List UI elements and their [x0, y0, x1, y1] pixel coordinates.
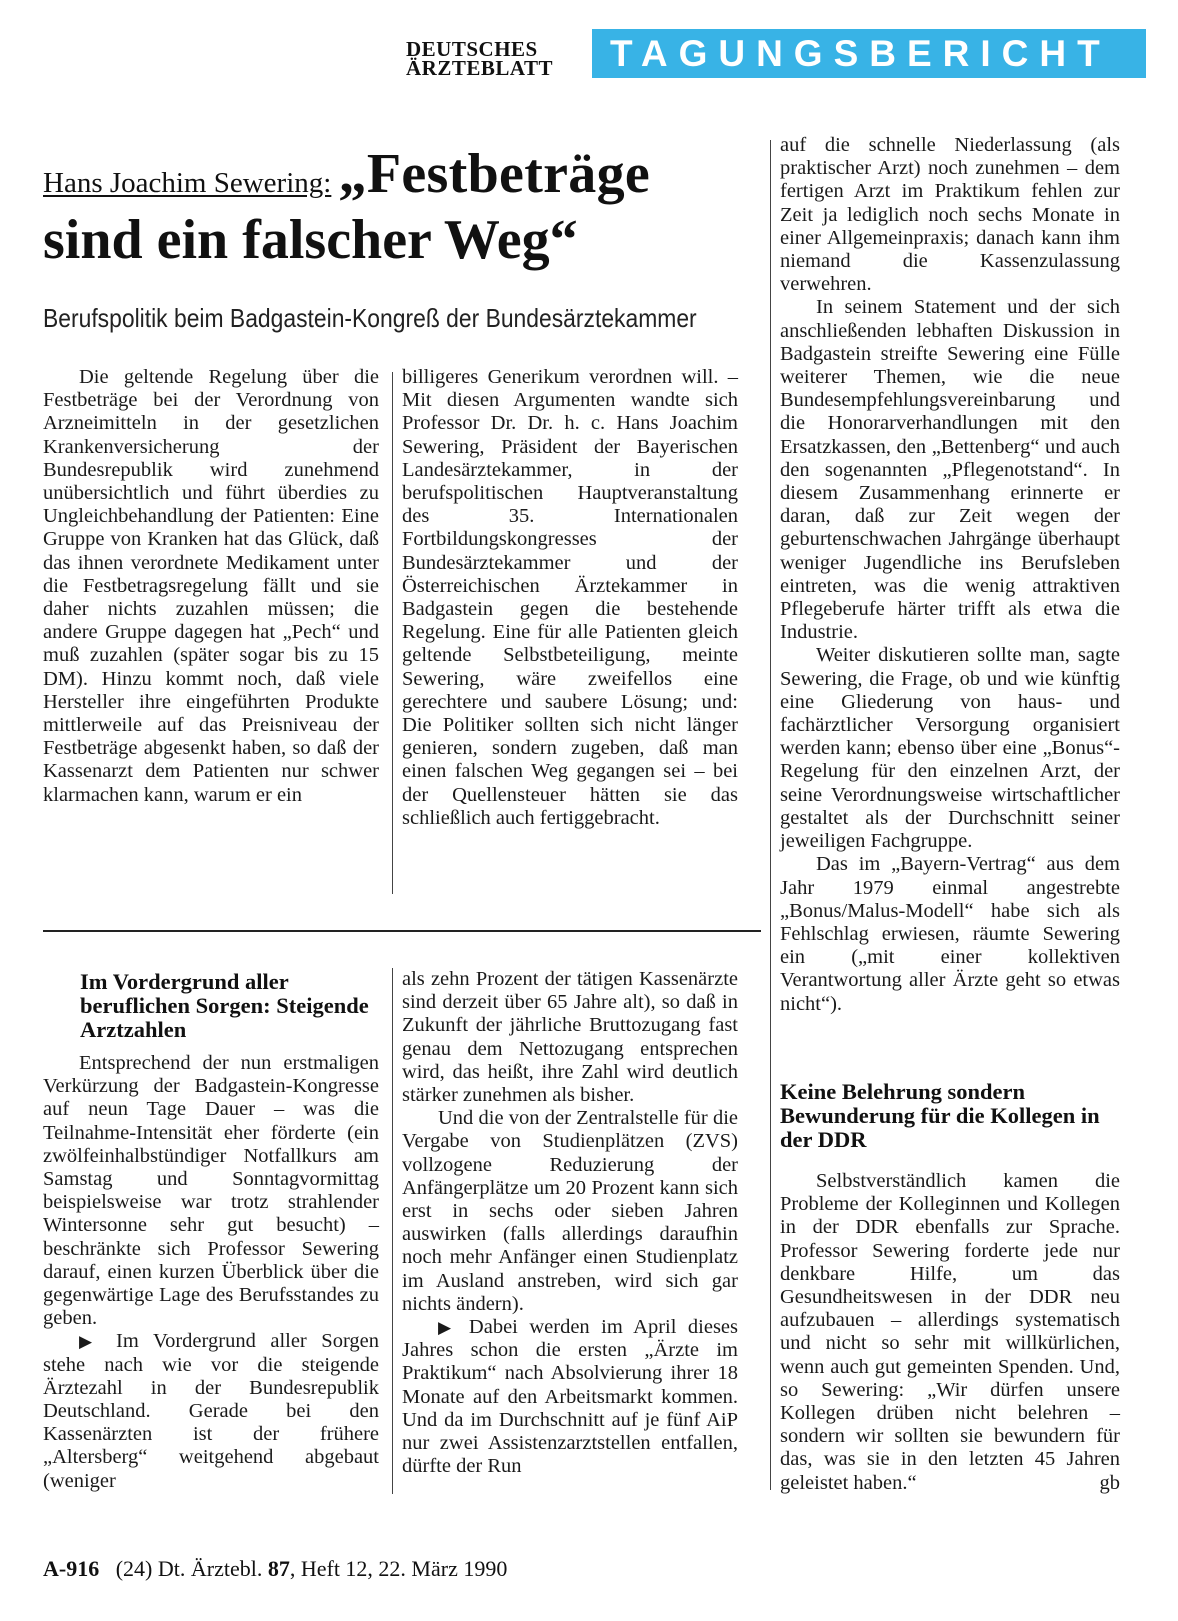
section-divider: [43, 930, 761, 932]
section-heading: Im Vordergrund aller beruflichen Sorgen: Steigende Arztzahlen: [80, 969, 369, 1042]
author-name: Hans Joachim Sewering:: [43, 167, 332, 199]
column-divider: [770, 140, 771, 1490]
paragraph-text: Selbstverständlich kamen die Probleme der Kolleginnen und Kollegen in der DDR ebenfalls zur Sprache. Professor Sewering forderte jede nur denkbare Hilfe, um das Gesundheitswesen in der DDR neu aufzubauen – allerdings systematisch und nicht so sehr mit willkürlichen, wenn auch gut gemeinten Spenden. Und, so Sewering: „Wir dürfen unsere Kollegen drüben nicht belehren – sondern wir sollten sie bewundern für das, was sie in den letzten 45 Jahren geleistet haben.“: [780, 1170, 1120, 1494]
paragraph: Die geltende Regelung über die Festbeträge bei der Verordnung von Arzneimitteln in der gesetzlichen Krankenversicherung der Bundesrepublik wird zunehmend unübersichtlich und führt überdies zu Ungleichbehandlung der Patienten: Eine Gruppe von Kranken hat das Glück, daß das ihnen verordnete Medikament unter die Festbetragsregelung fällt und sie daher nichts zuzahlen müssen; die andere Gruppe dagegen hat „Pech“ und muß zuzahlen (später sogar bis zu 15 DM). Hinzu kommt noch, daß viele Hersteller ihre eingeführten Produkte mittlerweile auf das Preisniveau der Festbeträge abgesenkt haben, so daß der Kassenarzt dem Patienten nur schwer klarmachen kann, warum er ein: [43, 366, 379, 806]
article-subtitle: Berufspolitik beim Badgastein-Kongreß der Bundesärztekammer: [43, 303, 697, 333]
issue-date: , Heft 12, 22. März 1990: [289, 1556, 508, 1581]
paragraph: billigeres Generikum verordnen will. – Mit diesen Argumenten wandte sich Professor Dr. Dr. h. c. Hans Joachim Sewering, Präsident der Bayerischen Landesärztekammer, in der berufspolitischen Hauptveranstaltung des 35. Internationalen Fortbildungskongresses der Bundesärztekammer und der Österreichischen Ärztekammer in Badgastein gegen die bestehende Regelung. Eine für alle Patienten gleich geltende Selbstbeteiligung, meinte Sewering, wäre zweifellos eine gerechtere und saubere Lösung; und: Die Politiker sollten sich nicht länger genieren, sondern zugeben, daß man einen falschen Weg gegangen sei – bei der Quellensteuer hätten sie das schließlich auch fertiggebracht.: [402, 366, 738, 829]
article-title: [43, 142, 773, 272]
paragraph: auf die schnelle Niederlassung (als praktischer Arzt) noch zunehmen – dem fertigen Arzt im Praktikum fehlen zur Zeit ja lediglich noch sechs Monate in einer Allgemeinpraxis; danach kann ihm niemand die Kassenzulassung verwehren.: [780, 134, 1120, 296]
triangle-right-icon: ▶: [438, 1318, 458, 1338]
masthead-line2: ÄRZTEBLATT: [406, 56, 553, 80]
paragraph: Und die von der Zentralstelle für die Vergabe von Studienplätzen (ZVS) vollzogene Reduzierung der Anfängerplätze um 20 Prozent kann sich erst in sechs oder sieben Jahren auswirken (falls allerdings daraufhin noch mehr Anfänger einen Studienplatz im Ausland anstreben, wird sich gar nichts ändern).: [402, 1107, 738, 1315]
section-1-heading-block: [80, 970, 370, 1042]
paragraph: Das im „Bayern-Vertrag“ aus dem Jahr 1979 einmal angestrebte „Bonus/Malus-Modell“ habe sich als Fehlschlag erwiesen, räumte Sewering ein („mit einer kollektiven Verantwortung aller Ärzte geht so etwas nicht“).: [780, 853, 1120, 1015]
paragraph: als zehn Prozent der tätigen Kassenärzte sind derzeit über 65 Jahre alt), so daß in Zukunft der jährliche Bruttozugang fast genau dem Nettozugang entsprechen wird, das heißt, ihre Zahl wird deutlich stärker zunehmen als bisher.: [402, 968, 738, 1107]
masthead-line1: DEUTSCHES: [406, 37, 538, 61]
page-footer: [43, 1556, 507, 1582]
paragraph-text: Dabei werden im April dieses Jahres schon die ersten „Ärzte im Praktikum“ nach Absolvierung ihrer 18 Monate auf den Arbeitsmarkt kommen. Und da im Durchschnitt auf je fünf AiP nur zwei Assistenzarztstellen entfallen, dürfte der Run: [402, 1316, 738, 1478]
paragraph: In seinem Statement und der sich anschließenden lebhaften Diskussion in Badgastein streifte Sewering eine Fülle weiterer Themen, wie die neue Bundesempfehlungsvereinbarung und die Honorarverhandlungen mit den Ersatzkassen, den „Bettenberg“ und auch den sogenannten „Pflegenotstand“. In diesem Zusammenhang erinnerte er daran, daß zur Zeit wegen der geburtenschwachen Jahrgänge überhaupt weniger Jugendliche ins Berufsleben eintreten, was die wenig attraktiven Pflegeberufe härter trifft als etwa die Industrie.: [780, 296, 1120, 644]
column-2-upper: [402, 366, 738, 830]
triangle-right-icon: ▶: [79, 1332, 102, 1352]
section-banner: TAGUNGSBERICHT: [592, 29, 1146, 78]
title-part1: „Festbeträge: [338, 143, 651, 205]
paragraph: [402, 1316, 738, 1478]
column-3-lower: [780, 1170, 1120, 1495]
paragraph: Weiter diskutieren sollte man, sagte Sewering, die Frage, ob und wie künftig eine Gliederung von haus- und fachärztlicher Versorgung organisiert werden kann; ebenso über eine „Bonus“-Regelung für den einzelnen Arzt, der seine Verordnungsweise wirtschaftlicher gestaltet als der Durchschnitt seiner jeweiligen Fachgruppe.: [780, 644, 1120, 853]
section-heading: Keine Belehrung sondern Bewunderung für die Kollegen in der DDR: [780, 1079, 1100, 1152]
column-divider: [392, 968, 393, 1494]
page-number: A-916: [43, 1556, 100, 1581]
masthead: [406, 37, 581, 80]
column-1-lower: [43, 1052, 379, 1493]
paragraph: [780, 1170, 1120, 1495]
journal-ref: (24) Dt. Ärztebl.: [115, 1556, 263, 1581]
paragraph-text: Im Vordergrund aller Sorgen stehe nach wie vor die steigende Ärztezahl in der Bundesrepublik Deutschland. Gerade bei den Kassenärzten ist der frühere „Altersberg“ weitgehend abgebaut (weniger: [43, 1330, 379, 1492]
column-2-lower: [402, 968, 738, 1478]
column-1-upper: [43, 366, 379, 807]
volume: 87: [267, 1556, 290, 1581]
column-divider: [392, 372, 393, 894]
title-part2: sind ein falscher Weg“: [43, 209, 578, 271]
paragraph: Entsprechend der nun erstmaligen Verkürzung der Badgastein-Kongresse auf neun Tage Dauer – was die Teilnahme-Intensität eher förderte (ein zwölfeinhalbstündiger Notfallkurs am Samstag und Sonntagvormittag beispielsweise war trotz strahlender Wintersonne sehr gut besucht) – beschränkte sich Professor Sewering darauf, einen kurzen Überblick über die gegenwärtige Lage des Berufsstandes zu geben.: [43, 1052, 379, 1330]
paragraph: [43, 1330, 379, 1492]
column-3: [780, 134, 1120, 1016]
section-2-heading-block: [780, 1080, 1110, 1152]
author-signature: gb: [1099, 1471, 1120, 1494]
